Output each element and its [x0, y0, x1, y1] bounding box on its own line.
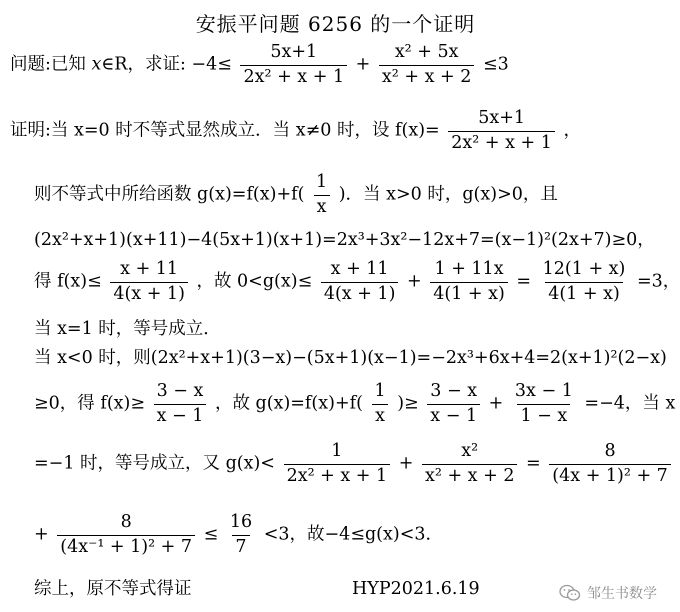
proof-line-7: ≥0，得 f(x)≥ $\frac{3 - x}{x - 1}$ ，故 g(x)=f(x)+f( $\frac{1}{x}$ )≥ $\frac{3 - x}{x - 1}$ + $\frac{3x - 1}{1 - x}$ =−4，当 x [34, 381, 676, 426]
f-definition-fraction: $\frac{5x+1}{\text{2x² + x + 1}}$ [448, 110, 555, 152]
proof-line-5: 当 x=1 时，等号成立． [34, 319, 221, 339]
watermark-text: 邹生书数学 [587, 586, 657, 602]
page-title: 安振平问题 6256 的一个证明 [195, 12, 476, 36]
reciprocal-fraction: $\frac{1}{x}$ [313, 174, 330, 216]
signature: HYP2021.6.19 [352, 579, 480, 599]
proof-line-9: + $\frac{8}{\text{(4x⁻¹ + 1)² + 7}}$ ≤ $\frac{16}{7}$ <3，故−4≤g(x)<3． [34, 512, 443, 557]
proof-line-3: (2x²+x+1)(x+11)−4(5x+1)(x+1)=2x³+3x²−12x+7=(x−1)²(2x+7)≥0， [34, 230, 655, 250]
problem-statement: 问题:已知 x∈R，求证: −4≤ $\frac{5x+1}{\text{2x² + x + 1}}$ + $\frac{\text{x² + 5x}}{\text{x² + x + 2}}$ ≤3 [10, 42, 509, 87]
proof-line-6: 当 x<0 时，则(2x²+x+1)(3−x)−(5x+1)(x−1)=−2x³+6x+4=2(x+1)²(2−x) [34, 348, 667, 368]
problem-fraction-1: $\frac{5x+1}{\text{2x² + x + 1}}$ [240, 44, 347, 86]
proof-line-8: =−1 时，等号成立，又 g(x)< $\frac{1}{\text{2x² + x + 1}}$ + $\frac{\text{x²}}{\text{x² + x + 2}}$ = $\frac{8}{\text{(4x + 1)² + 7}}$ [34, 443, 674, 485]
conclusion: 综上，原不等式得证 [34, 579, 192, 599]
proof-line-1: 证明:当 x=0 时不等式显然成立．当 x≠0 时，设 f(x)= $\frac{5x+1}{\text{2x² + x + 1}}$ ， [10, 108, 581, 153]
wechat-icon [559, 584, 581, 602]
proof-line-2: 则不等式中所给函数 g(x)=f(x)+f( $\frac{1}{x}$ )．当 x>0 时，g(x)>0，且 [34, 172, 558, 217]
problem-fraction-2: $\frac{\text{x² + 5x}}{\text{x² + x + 2}}$ [379, 44, 474, 86]
proof-line-4: 得 f(x)≤ $\frac{x + 11}{4(x + 1)}$ ，故 0<g(x)≤ $\frac{x + 11}{4(x + 1)}$ + $\frac{1 + 11x}{4(1 + x)}$ = $\frac{12(1 + x)}{4(1 + x)}$ =3， [34, 259, 680, 304]
watermark [559, 583, 657, 603]
